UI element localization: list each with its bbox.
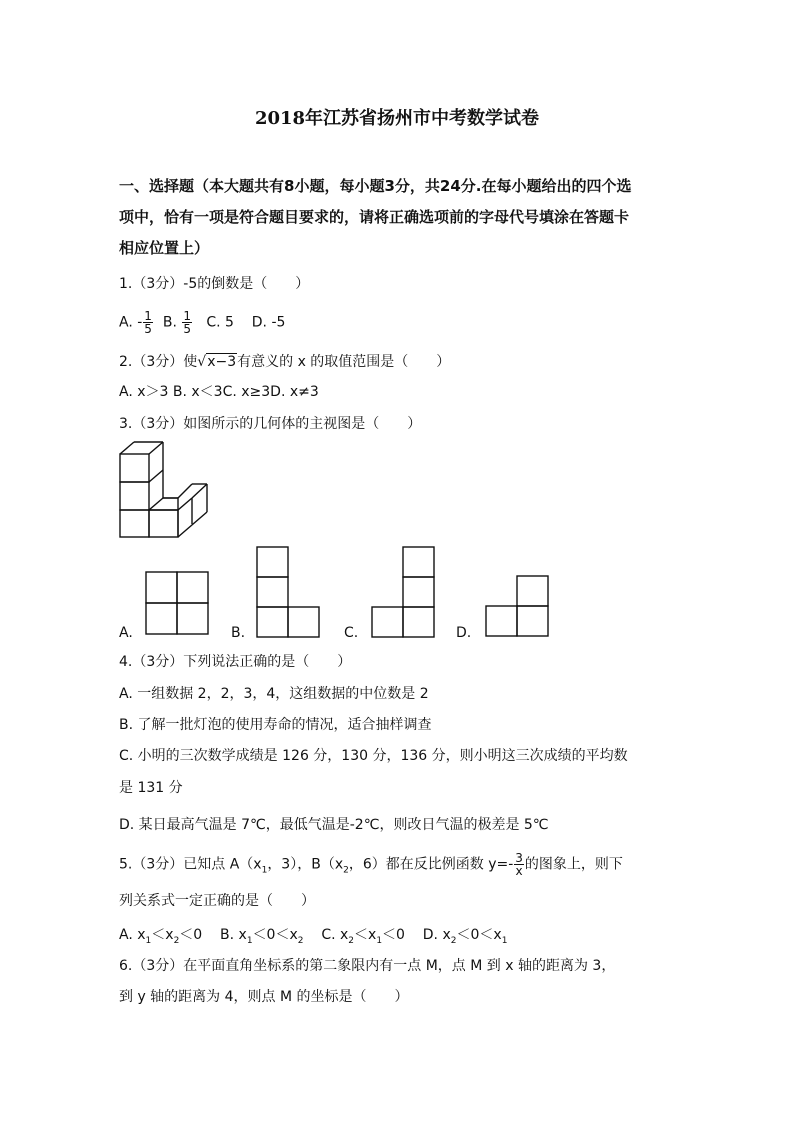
q3-stem: 3.（3分）如图所示的几何体的主视图是（ ）	[119, 416, 422, 432]
sqrt-expression: √x−3	[197, 354, 237, 370]
q4-option-d: D. 某日最高气温是 7℃，最低气温是-2℃，则改日气温的极差是 5℃	[119, 817, 549, 833]
q3-option-a-figure	[144, 570, 212, 638]
section-heading-line3: 相应位置上）	[119, 239, 210, 257]
subscript: 2	[450, 935, 457, 946]
q6-stem-line1: 6.（3分）在平面直角坐标系的第二象限内有一点 M，点 M 到 x 轴的距离为 3，	[119, 958, 616, 974]
fraction-denominator: x	[515, 864, 523, 878]
q4-option-c-line2: 是 131 分	[119, 780, 183, 796]
q5-stem-line1	[119, 852, 623, 880]
q1-stem: 1.（3分）-5的倒数是（ ）	[119, 276, 310, 292]
q2-stem	[119, 352, 450, 372]
q5-stem-line2: 列关系式一定正确的是（ ）	[119, 893, 315, 909]
subscript: 1	[145, 935, 152, 946]
q2-stem-prefix: 2.（3分）使	[119, 354, 198, 370]
solid-figure-3d	[118, 440, 218, 540]
section-heading-line1: 一、选择题（本大题共有8小题，每小题3分，共24分.在每小题给出的四个选	[119, 177, 632, 195]
q5-options	[119, 925, 507, 951]
q5-option-a: A. x	[119, 927, 146, 943]
q1-option-d: D. -5	[251, 314, 286, 331]
q5-option-d: ＜0＜x	[456, 927, 502, 943]
q3-option-d-figure	[484, 574, 554, 640]
q4-option-b: B. 了解一批灯泡的使用寿命的情况，适合抽样调查	[119, 717, 432, 733]
q1-option-b-label: B.	[162, 314, 177, 331]
q3-option-c-label: C.	[344, 625, 359, 641]
fraction-denominator: 5	[144, 322, 152, 336]
subscript: 2	[173, 935, 180, 946]
q5-fraction	[514, 852, 524, 877]
q5-option-c: ＜0	[382, 927, 405, 943]
q5-option-c: ＜x	[354, 927, 377, 943]
page-title: 2018年江苏省扬州市中考数学试卷	[254, 108, 540, 129]
q5-text: ，6）都在反比例函数 y=-	[348, 856, 514, 873]
q4-option-c-line1: C. 小明的三次数学成绩是 126 分，130 分，136 分，则小明这三次成绩的平均数	[119, 748, 628, 764]
fraction-denominator: 5	[183, 322, 191, 336]
q1-option-a-fraction	[143, 310, 153, 335]
q3-option-c-figure	[370, 545, 440, 640]
q3-option-b-label: B.	[231, 625, 246, 641]
fraction-numerator: 3	[515, 851, 523, 865]
subscript: 2	[343, 865, 349, 876]
q4-stem: 4.（3分）下列说法正确的是（ ）	[119, 654, 352, 670]
subscript: 1	[376, 935, 383, 946]
q5-option-d: D. x	[422, 927, 451, 943]
q1-option-a-sign: -	[137, 314, 143, 331]
q6-stem-line2: 到 y 轴的距离为 4，则点 M 的坐标是（ ）	[119, 989, 409, 1005]
q3-option-a-label: A.	[119, 625, 133, 641]
q4-option-a: A. 一组数据 2，2，3，4，这组数据的中位数是 2	[119, 686, 429, 702]
q3-option-b-figure	[255, 545, 325, 640]
q2-options: A. x＞3 B. x＜3C. x≥3D. x≠3	[119, 384, 319, 400]
subscript: 1	[261, 865, 268, 876]
q1-option-a-label: A.	[119, 314, 133, 331]
subscript: 1	[246, 935, 253, 946]
q5-option-b: ＜0＜x	[252, 927, 298, 943]
q5-option-a: ＜0	[179, 927, 203, 943]
subscript: 2	[297, 935, 304, 946]
q5-option-a: ＜x	[151, 927, 174, 943]
q5-option-b: B. x	[220, 927, 247, 943]
subscript: 2	[348, 935, 355, 946]
radicand: x−3	[207, 354, 237, 370]
q5-text: ，3），B（x	[267, 856, 344, 873]
subscript: 1	[501, 935, 508, 946]
q1-option-b-fraction	[182, 310, 192, 335]
section-heading-line2: 项中，恰有一项是符合题目要求的，请将正确选项前的字母代号填涂在答题卡	[119, 208, 630, 226]
q2-stem-suffix: 有意义的 x 的取值范围是（ ）	[237, 354, 451, 370]
q5-option-c: C. x	[321, 927, 349, 943]
q5-text: 的图象上，则下	[524, 856, 623, 873]
q5-text: 5.（3分）已知点 A（x	[119, 856, 262, 873]
q3-option-d-label: D.	[456, 625, 472, 641]
fraction-numerator: 1	[144, 309, 152, 323]
fraction-numerator: 1	[183, 309, 191, 323]
q1-option-c: C. 5	[206, 314, 234, 331]
q1-options	[119, 310, 285, 335]
